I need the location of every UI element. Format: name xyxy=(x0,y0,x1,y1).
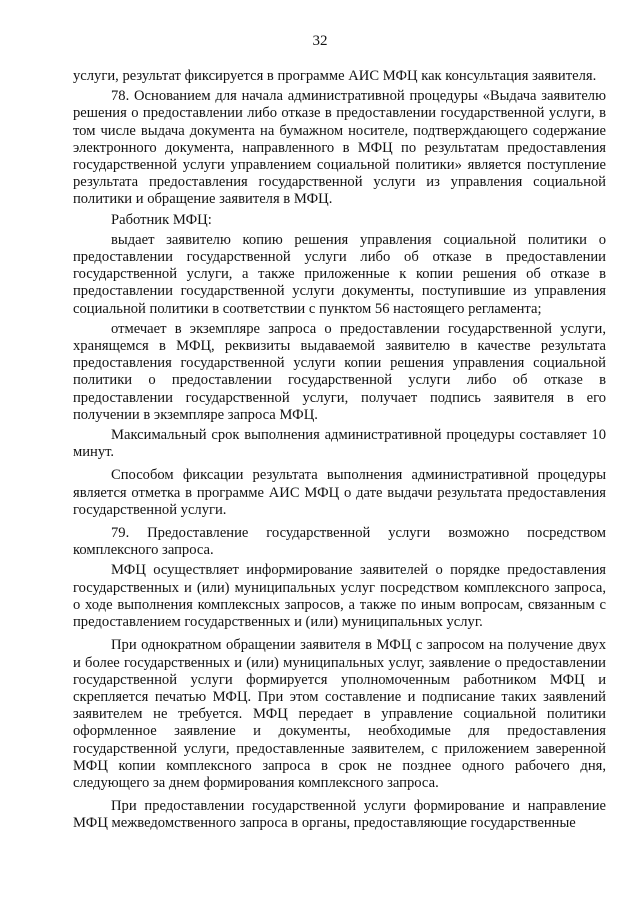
paragraph-issues-copy: выдает заявителю копию решения управления социальной политики о предоставлении государственной услуги либо об отказе в предоставлении государственной услуги, а также приложенные к копии решения об отказе в предоставлении государственной услуги документы, поступившие из управления социальной политики в соответствии с пунктом 56 настоящего регламента; xyxy=(73,231,606,317)
paragraph-continuation: услуги, результат фиксируется в программе АИС МФЦ как консультация заявителя. xyxy=(73,68,597,84)
page-number: 32 xyxy=(312,33,328,49)
document-body xyxy=(73,68,606,833)
paragraph-mfc-informing: МФЦ осуществляет информирование заявителей о порядке предоставления государственных и (или) муниципальных услуг посредством комплексного запроса, о ходе выполнения комплексных запросов, а также по иным вопросам, связанным с предоставлением государственных и (или) муниципальных услуг. xyxy=(73,562,606,631)
paragraph-item-79: 79. Предоставление государственной услуги возможно посредством комплексного запроса. xyxy=(73,525,606,559)
paragraph-interagency-request: При предоставлении государственной услуги формирование и направление МФЦ межведомственного запроса в органы, предоставляющие государственные xyxy=(73,798,606,832)
paragraph-fixation-method: Способом фиксации результата выполнения административной процедуры является отметка в программе АИС МФЦ о дате выдачи результата предоставления государственной услуги. xyxy=(73,467,606,518)
paragraph-item-78: 78. Основанием для начала административной процедуры «Выдача заявителю решения о предоставлении либо отказе в предоставлении государственной услуги, в том числе выдача документа на бумажном носителе, подтверждающего содержание электронного документа, направленного в МФЦ по результатам предоставления государственной услуги управлением социальной политики» является поступление результата предоставления государственной услуги из управления социальной политики и обращение заявителя в МФЦ. xyxy=(73,88,606,208)
paragraph-marks-request: отмечает в экземпляре запроса о предоставлении государственной услуги, хранящемся в МФЦ, реквизиты выдаваемой заявителю в качестве результата предоставления государственной услуги копии решения управления социальной политики о предоставлении государственной услуги либо об отказе в предоставлении государственной услуги, получает подпись заявителя в его получении в экземпляре запроса МФЦ. xyxy=(73,320,606,423)
paragraph-max-time: Максимальный срок выполнения административной процедуры составляет 10 минут. xyxy=(73,427,606,461)
paragraph-mfc-worker: Работник МФЦ: xyxy=(111,211,212,228)
paragraph-single-request: При однократном обращении заявителя в МФЦ с запросом на получение двух и более государственных и (или) муниципальных услуг, заявление о предоставлении государственной услуги формируется уполномоченным работником МФЦ и скрепляется печатью МФЦ. При этом составление и подписание таких заявлений заявителем не требуется. МФЦ передает в управление социальной политики оформленное заявление и документы, необходимые для предоставления государственной услуги, предоставленные заявителем, с приложением заверенной МФЦ копии комплексного запроса в срок не позднее одного рабочего дня, следующего за днем формирования комплексного запроса. xyxy=(73,637,606,791)
